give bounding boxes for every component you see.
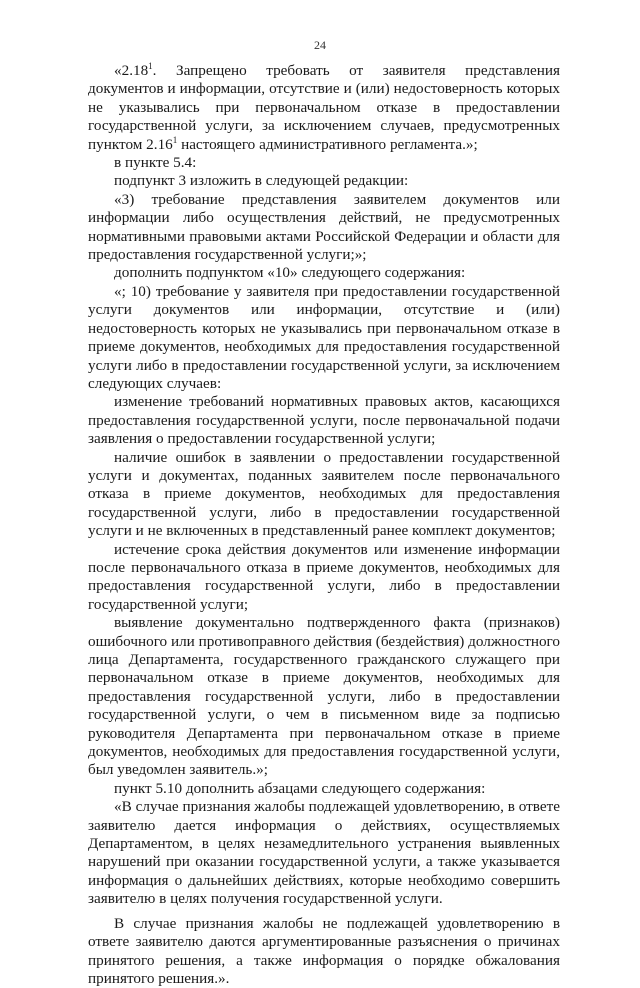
paragraph: наличие ошибок в заявлении о предоставлении государственной услуги и документах, поданных заявителем после первоначального отказа в приеме документов, необходимых для предоставления государственной услуги, либо в предоставлении государственной услуги и не включенных в представленный ранее комплект документов;: [88, 448, 560, 540]
paragraph: «В случае признания жалобы подлежащей удовлетворению, в ответе заявителю дается информация о действиях, осуществляемых Департаментом, в целях незамедлительного устранения выявленных нарушений при оказании государственной услуги, а также указывается информация о дальнейших действиях, которые необходимо совершить заявителю в целях получения государственной услуги.: [88, 798, 560, 908]
paragraph: пункт 5.10 дополнить абзацами следующего содержания:: [114, 779, 486, 797]
paragraph: «3) требование представления заявителем документов или информации либо осуществления действий, не предусмотренных нормативными правовыми актами Российской Федерации и области для предоставления государственной услуги;»;: [88, 190, 560, 264]
document-body: [88, 62, 560, 988]
paragraph: «; 10) требование у заявителя при предоставлении государственной услуги документов или информации, отсутствие и (или) недостоверность которых не указывались при первоначальном отказе в приеме документов, необходимых для предоставления государственной услуги либо в предоставлении государственной услуги, за исключением следующих случаев:: [88, 282, 560, 392]
paragraph: В случае признания жалобы не подлежащей удовлетворению в ответе заявителю даются аргументированные разъяснения о причинах принятого решения, а также информация о порядке обжалования принятого решения.».: [88, 914, 560, 987]
paragraph: подпункт 3 изложить в следующей редакции:: [114, 172, 409, 190]
page-number: 24: [314, 38, 326, 52]
paragraph: выявление документально подтвержденного факта (признаков) ошибочного или противоправного действия (бездействия) должностного лица Департамента, государственного гражданского служащего при первоначальном отказе в приеме документов, необходимых для предоставления государственной услуги, либо в предоставлении государственной услуги, о чем в письменном виде за подписью руководителя Департамента при первоначальном отказе в приеме документов, необходимых для предоставления государственной услуги, был уведомлен заявитель.»;: [88, 614, 560, 779]
paragraph-text: настоящего административного регламента.»;: [177, 135, 478, 153]
paragraph-text: . Запрещено требовать от заявителя представления документов и информации, отсутствие и (или) недостоверность которых не указывались при первоначальном отказе в предоставлении государственной услуги, за исключением случаев, предусмотренных пунктом 2.16: [88, 62, 560, 153]
paragraph-2-18-1: [88, 62, 560, 154]
paragraph: изменение требований нормативных правовых актов, касающихся предоставления государственной услуги, после первоначальной подачи заявления о предоставлении государственной услуги;: [88, 393, 560, 448]
superscript: 1: [148, 60, 153, 71]
paragraph-text: «2.18: [114, 62, 149, 79]
paragraph: дополнить подпунктом «10» следующего содержания:: [114, 264, 466, 282]
superscript: 1: [172, 134, 178, 145]
paragraph: в пункте 5.4:: [114, 154, 197, 172]
paragraph: истечение срока действия документов или изменение информации после первоначального отказа в приеме документов, необходимых для предоставления государственной услуги, либо в предоставлении государственной услуги;: [88, 540, 560, 613]
